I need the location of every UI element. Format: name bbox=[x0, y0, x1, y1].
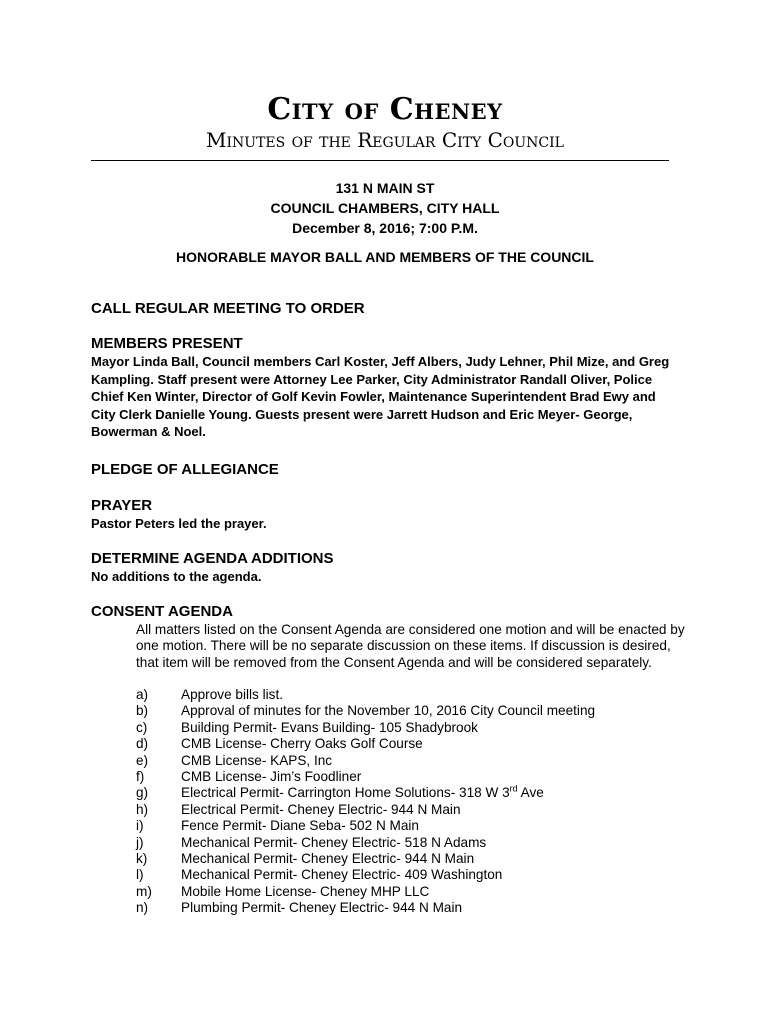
list-item bbox=[136, 900, 696, 916]
item-text-superscript: rd bbox=[509, 783, 518, 794]
document-subtitle: Minutes of the Regular City Council bbox=[206, 128, 564, 152]
list-item bbox=[136, 818, 696, 834]
item-text: CMB License- Jim’s Foodliner bbox=[181, 768, 362, 784]
item-letter: d) bbox=[136, 736, 149, 752]
meeting-address: 131 N MAIN ST bbox=[335, 180, 435, 196]
call-to-order-heading: CALL REGULAR MEETING TO ORDER bbox=[91, 300, 365, 317]
item-letter: e) bbox=[136, 752, 149, 768]
meeting-location: COUNCIL CHAMBERS, CITY HALL bbox=[270, 200, 500, 216]
list-item bbox=[136, 753, 696, 769]
item-text-after: Ave bbox=[517, 785, 544, 801]
list-item bbox=[136, 785, 696, 801]
header-divider bbox=[91, 160, 669, 161]
item-letter: k) bbox=[136, 850, 148, 866]
list-item bbox=[136, 884, 696, 900]
list-item bbox=[136, 703, 696, 719]
item-letter: a) bbox=[136, 687, 149, 702]
item-text: Electrical Permit- Cheney Electric- 944 N Main bbox=[181, 801, 461, 817]
list-item bbox=[136, 802, 696, 818]
list-item bbox=[136, 736, 696, 752]
members-present-body: Mayor Linda Ball, Council members Carl Koster, Jeff Albers, Judy Lehner, Phil Mize, and Greg Kampling. Staff present were Attorney Lee Parker, City Administrator Randall Oliver, Police Chief Ken Winter, Director of Golf Kevin Fowler, Maintenance Superintendent Brad Ewy and City Clerk Danielle Young. Guests present were Jarrett Hudson and Eric Meyer- George, Bowerman & Noel. bbox=[91, 354, 670, 440]
list-item bbox=[136, 851, 696, 867]
item-text-main: Electrical Permit- Carrington Home Solutions- 318 W 3 bbox=[181, 785, 510, 801]
prayer-body: Pastor Peters led the prayer. bbox=[91, 516, 267, 531]
item-text: CMB License- Cherry Oaks Golf Course bbox=[181, 736, 423, 752]
item-letter: f) bbox=[136, 768, 145, 784]
item-text: Mechanical Permit- Cheney Electric- 944 N Main bbox=[181, 850, 475, 866]
item-letter: h) bbox=[136, 801, 149, 817]
list-item bbox=[136, 720, 696, 736]
agenda-additions-heading: DETERMINE AGENDA ADDITIONS bbox=[91, 550, 334, 567]
item-letter: j) bbox=[136, 834, 144, 850]
item-letter: g) bbox=[136, 785, 149, 801]
item-text: Building Permit- Evans Building- 105 Shadybrook bbox=[181, 719, 478, 735]
prayer-heading: PRAYER bbox=[91, 497, 153, 514]
consent-agenda-description: All matters listed on the Consent Agenda are considered one motion and will be enacted by one motion. There will be no separate discussion on these items. If discussion is desired, that item will be removed from the Consent Agenda and will be considered separately. bbox=[136, 622, 685, 670]
consent-agenda-list bbox=[136, 687, 696, 916]
item-text: CMB License- KAPS, Inc bbox=[181, 752, 333, 768]
meeting-addressee: HONORABLE MAYOR BALL AND MEMBERS OF THE COUNCIL bbox=[176, 249, 594, 265]
item-letter: c) bbox=[136, 719, 148, 735]
item-text: Approve bills list. bbox=[181, 687, 283, 702]
item-letter: l) bbox=[136, 867, 144, 883]
pledge-heading: PLEDGE OF ALLEGIANCE bbox=[91, 461, 279, 478]
item-text: Mechanical Permit- Cheney Electric- 518 N Adams bbox=[181, 834, 487, 850]
item-letter: m) bbox=[136, 883, 152, 899]
list-item bbox=[136, 835, 696, 851]
agenda-additions-body: No additions to the agenda. bbox=[91, 569, 262, 584]
list-item bbox=[136, 769, 696, 785]
members-present-heading: MEMBERS PRESENT bbox=[91, 335, 243, 352]
item-letter: b) bbox=[136, 703, 149, 719]
item-letter: i) bbox=[136, 818, 144, 834]
item-text: Approval of minutes for the November 10, 2016 City Council meeting bbox=[181, 703, 596, 719]
list-item bbox=[136, 687, 696, 703]
item-letter: n) bbox=[136, 900, 149, 916]
item-text: Mobile Home License- Cheney MHP LLC bbox=[181, 883, 430, 899]
list-item bbox=[136, 867, 696, 883]
item-text: Fence Permit- Diane Seba- 502 N Main bbox=[181, 818, 419, 834]
document-title: City of Cheney bbox=[267, 92, 503, 127]
item-text: Plumbing Permit- Cheney Electric- 944 N Main bbox=[181, 900, 463, 916]
consent-agenda-heading: CONSENT AGENDA bbox=[91, 603, 233, 620]
item-text: Mechanical Permit- Cheney Electric- 409 Washington bbox=[181, 867, 503, 883]
item-text bbox=[181, 785, 544, 801]
meeting-datetime: December 8, 2016; 7:00 P.M. bbox=[292, 220, 478, 236]
